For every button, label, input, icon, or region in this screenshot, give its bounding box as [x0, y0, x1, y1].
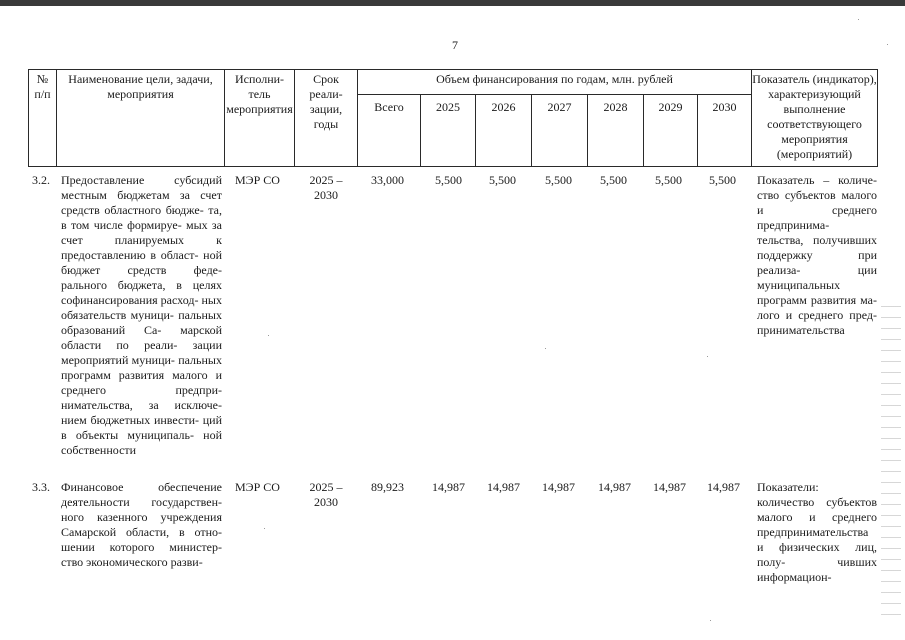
header-year: 2028: [603, 100, 628, 114]
header-year: 2030: [712, 100, 737, 114]
page-number: 7: [452, 38, 458, 52]
row-value: 14,987: [707, 480, 740, 494]
header-period: Срок реали- зации, годы: [309, 72, 343, 131]
header-year: 2025: [436, 100, 460, 114]
row-value: 5,500: [489, 173, 516, 187]
row-name: Предоставление субсидий местным бюджетам за счет средств областного бюдже- та, в том числе формируе- мых за счет планируемых к предоставлению в област- ной бюджет средств феде- рального бюджета, в целях софинансирования расход- ных обязательств муници- пальных образований Са- марской области по реали- зации мероприятий муници- пальных программ развития малого и среднего предпри- нимательства, за исключе- нием бюджетных инвести- ций в объекты муниципаль- ной собственности: [61, 173, 222, 457]
row-value: 5,500: [655, 173, 682, 187]
row-num: 3.2.: [32, 173, 50, 187]
row-value: 14,987: [598, 480, 631, 494]
row-value: 5,500: [435, 173, 462, 187]
row-period: 2025 – 2030: [309, 480, 343, 509]
funding-subheader-border: [357, 94, 751, 95]
row-num: 3.3.: [32, 480, 50, 494]
row-indicator: Показатель – количе- ство субъектов малого и среднего предпринима- тельства, получивших поддержку при реализа- ции муниципальных программ развития ма- лого и среднего пред- принимательства: [757, 173, 877, 337]
row-name: Финансовое обеспечение деятельности государствен- ного казенного учреждения Самарской области, в отно- шении которого министер- ство экономического разви-: [61, 480, 222, 569]
row-value: 5,500: [545, 173, 572, 187]
header-funding: Объем финансирования по годам, млн. рублей: [436, 72, 673, 86]
row-value: 14,987: [432, 480, 465, 494]
row-value: 14,987: [487, 480, 520, 494]
col-border: [877, 69, 878, 167]
row-total: 89,923: [371, 480, 404, 494]
header-year: 2026: [491, 100, 516, 114]
row-value: 5,500: [709, 173, 736, 187]
scan-speck: [707, 356, 708, 357]
scan-noise: [881, 300, 901, 620]
header-name: Наименование цели, задачи, мероприятия: [68, 72, 213, 101]
header-year: 2029: [658, 100, 683, 114]
scan-top-edge: [0, 0, 905, 6]
scan-speck: [887, 44, 888, 45]
header-num: № п/п: [34, 72, 51, 101]
row-value: 14,987: [542, 480, 575, 494]
header-total: Всего: [374, 100, 404, 114]
row-period: 2025 – 2030: [309, 173, 343, 202]
scan-speck: [264, 528, 265, 529]
scan-speck: [545, 348, 546, 349]
row-executor: МЭР СО: [235, 480, 280, 494]
header-executor: Исполни- тель мероприятия: [226, 72, 293, 116]
row-value: 5,500: [600, 173, 627, 187]
row-indicator: Показатели: количество субъектов малого и среднего предпринимательства и физических лиц, полу- чивших информацион-: [757, 480, 877, 584]
header-indicator: Показатель (индикатор), характеризующий выполнение соответствующего мероприятия (мероприятий): [752, 72, 877, 161]
row-executor: МЭР СО: [235, 173, 280, 187]
scan-speck: [858, 19, 859, 20]
header-year: 2027: [547, 100, 572, 114]
scan-speck: [710, 620, 711, 621]
row-value: 14,987: [653, 480, 686, 494]
row-total: 33,000: [371, 173, 404, 187]
scan-speck: [268, 335, 269, 336]
